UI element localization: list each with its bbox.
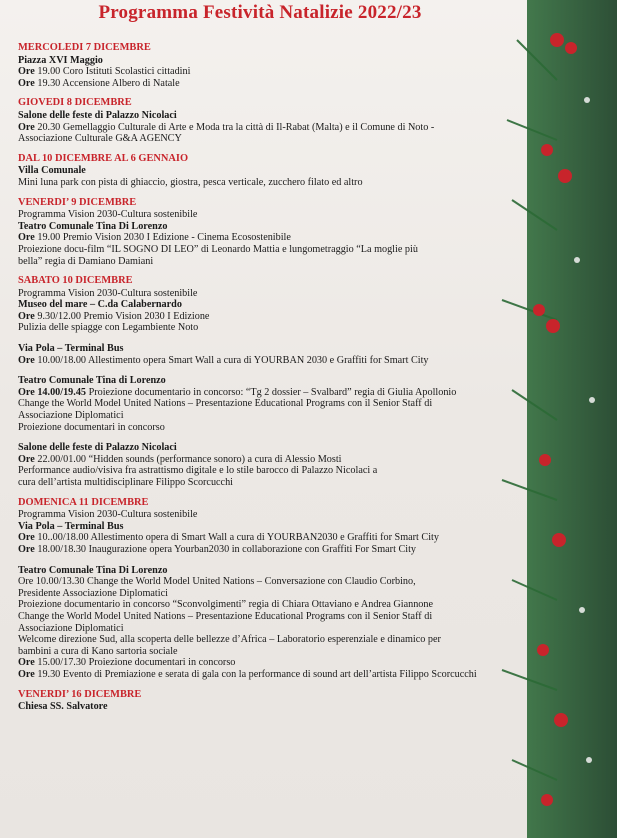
- event-line: [18, 634, 518, 646]
- day-section: [18, 197, 518, 268]
- event-venue: Piazza XVI Maggio: [18, 54, 103, 66]
- event-line: [18, 465, 518, 477]
- event-line: [18, 256, 518, 268]
- event-venue: Via Pola – Terminal Bus: [18, 343, 124, 355]
- event-venue: Via Pola – Terminal Bus: [18, 520, 124, 532]
- event-line: [18, 646, 518, 658]
- event-line: [18, 422, 518, 434]
- event-time-label: Ore: [18, 354, 35, 366]
- event-text: Proiezione documentari in concorso: [18, 421, 165, 433]
- event-line: [18, 477, 518, 489]
- event-text: cura dell’artista multidisciplinare Filippo Scorcucchi: [18, 477, 234, 488]
- event-block: [18, 375, 518, 433]
- programme-intro: Programma Vision 2030-Cultura sostenibile: [18, 287, 198, 299]
- event-text: 22.00/01.00 “Hidden sounds (performance sonoro) a cura di Alessio Mosti: [34, 453, 342, 465]
- event-time-label: Ore: [18, 121, 35, 133]
- event-text: 9.30/12.00 Premio Vision 2030 I Edizione: [34, 310, 210, 322]
- day-date: GIOVEDI 8 DICEMBRE: [18, 97, 132, 109]
- event-block: [18, 343, 518, 366]
- event-text: Associazione Culturale G&A AGENCY: [18, 133, 182, 145]
- event-text: 10.00/18.00 Allestimento opera Smart Wall a cura di YOURBAN 2030 e Graffiti for Smart City: [34, 354, 429, 366]
- event-line: [18, 544, 518, 556]
- event-time-label: Ore: [18, 232, 35, 244]
- event-venue: Salone delle feste di Palazzo Nicolaci: [18, 109, 177, 121]
- event-line: [18, 355, 518, 367]
- event-time-label: Ore: [18, 543, 35, 555]
- event-line: [18, 657, 518, 669]
- event-text: 10..00/18.00 Allestimento opera di Smart Wall a cura di YOURBAN2030 e Graffiti for Smart City: [34, 532, 439, 544]
- day-date: SABATO 10 DICEMBRE: [18, 275, 133, 287]
- event-block: [18, 442, 518, 488]
- event-block: [18, 55, 518, 90]
- day-section: [18, 497, 518, 681]
- event-line: [18, 611, 518, 623]
- event-time-label: Ore: [18, 668, 35, 680]
- event-block: [18, 509, 518, 555]
- day-section: [18, 42, 518, 89]
- day-section: [18, 153, 518, 189]
- event-line: [18, 66, 518, 78]
- event-time-label: Ore: [18, 77, 35, 89]
- event-venue: Teatro Comunale Tina Di Lorenzo: [18, 564, 168, 576]
- event-text: 19.30 Accensione Albero di Natale: [34, 77, 180, 89]
- event-text: 15.00/17.30 Proiezione documentari in concorso: [34, 657, 236, 669]
- page-title: Programma Festività Natalizie 2022/23: [98, 2, 422, 23]
- event-text: Proiezione documentario in concorso: “Tg 2 dossier – Svalbard” regia di Giulia Apollonio: [86, 386, 457, 398]
- day-section: [18, 97, 518, 144]
- event-block: [18, 110, 518, 145]
- event-line: [18, 532, 518, 544]
- event-venue: Teatro Comunale Tina Di Lorenzo: [18, 220, 168, 232]
- programme-intro: Programma Vision 2030-Cultura sostenibile: [18, 209, 198, 221]
- event-block: [18, 288, 518, 334]
- event-line: [18, 78, 518, 90]
- event-line: [18, 177, 518, 189]
- event-text: Change the World Model United Nations – Presentazione Educational Programs con il Senior Staff di: [18, 398, 433, 410]
- event-block: [18, 565, 518, 681]
- day-date: VENERDI’ 9 DICEMBRE: [18, 196, 137, 208]
- event-text: bella” regia di Damiano Damiani: [18, 255, 154, 267]
- event-text: Proiezione docu-film “IL SOGNO DI LEO” di Leonardo Mattia e lungometraggio “La moglie più: [18, 243, 418, 255]
- event-text: 19.00 Coro Istituti Scolastici cittadini: [34, 66, 191, 78]
- day-date: DOMENICA 11 DICEMBRE: [18, 496, 149, 508]
- event-text: Mini luna park con pista di ghiaccio, giostra, pesca verticale, zucchero filato ed altro: [18, 176, 363, 188]
- event-venue: Salone delle feste di Palazzo Nicolaci: [18, 442, 177, 454]
- event-text: 18.00/18.30 Inaugurazione opera Yourban2030 in collaborazione con Graffiti For Smart City: [34, 543, 416, 555]
- event-text: 19.00 Premio Vision 2030 I Edizione - Cinema Ecosostenibile: [34, 232, 291, 244]
- day-date: VENERDI’ 16 DICEMBRE: [18, 688, 142, 700]
- event-line: [18, 454, 518, 466]
- day-date: MERCOLEDI 7 DICEMBRE: [18, 42, 151, 53]
- event-text: Associazione Diplomatici: [18, 410, 124, 422]
- event-text: Welcome direzione Sud, alla scoperta delle bellezze d’Africa – Laboratorio esperenziale e dinamico per: [18, 634, 441, 646]
- event-line: [18, 232, 518, 244]
- event-text: Associazione Diplomatici: [18, 622, 124, 634]
- event-line: [18, 387, 518, 399]
- event-line: [18, 311, 518, 323]
- event-time-label: Ore: [18, 66, 35, 78]
- event-line: [18, 576, 518, 588]
- programme-intro: Programma Vision 2030-Cultura sostenibile: [18, 509, 198, 521]
- event-line: [18, 623, 518, 635]
- event-venue: Teatro Comunale Tina di Lorenzo: [18, 375, 166, 387]
- event-time-label: Ore: [18, 657, 35, 669]
- day-date: DAL 10 DICEMBRE AL 6 GENNAIO: [18, 152, 189, 164]
- event-line: [18, 322, 518, 334]
- event-line: [18, 410, 518, 422]
- event-text: 19.30 Evento di Premiazione e serata di gala con la performance di sound art dell’artista Filippo Scorcucchi: [34, 668, 477, 680]
- event-text: Pulizia delle spiagge con Legambiente Noto: [18, 322, 199, 334]
- event-line: [18, 599, 518, 611]
- day-section: [18, 689, 518, 713]
- day-section: [18, 275, 518, 489]
- event-text: bambini a cura di Kano sartoria sociale: [18, 645, 178, 657]
- event-time-label: Ore: [18, 310, 35, 322]
- event-line: [18, 244, 518, 256]
- event-line: [18, 669, 518, 681]
- event-venue: Museo del mare – C.da Calabernardo: [18, 299, 182, 311]
- event-time-label: Ore: [18, 453, 35, 465]
- event-line: [18, 133, 518, 145]
- event-text: Ore 10.00/13.30 Change the World Model United Nations – Conversazione con Claudio Corbino,: [18, 576, 416, 588]
- event-text: Presidente Associazione Diplomatici: [18, 587, 168, 599]
- event-venue: Chiesa SS. Salvatore: [18, 701, 108, 713]
- event-text: Change the World Model United Nations – Presentazione Educational Programs con il Senior Staff di: [18, 610, 433, 622]
- event-line: [18, 122, 518, 134]
- event-block: [18, 701, 518, 713]
- event-time-label: Ore: [18, 532, 35, 544]
- event-line: [18, 398, 518, 410]
- event-text: 20.30 Gemellaggio Culturale di Arte e Moda tra la città di Il-Rabat (Malta) e il Comune di Noto -: [34, 121, 435, 133]
- event-block: [18, 209, 518, 267]
- event-text: Performance audio/visiva fra astrattismo digitale e lo stile barocco di Palazzo Nicolaci a: [18, 465, 378, 477]
- event-time-label: Ore 14.00/19.45: [18, 386, 87, 398]
- event-venue: Villa Comunale: [18, 165, 86, 177]
- event-text: Proiezione documentario in concorso “Sconvolgimenti” regia di Chiara Ottaviano e Andrea Giannone: [18, 599, 434, 611]
- event-block: [18, 165, 518, 188]
- event-line: [18, 588, 518, 600]
- programme-content: [18, 42, 518, 721]
